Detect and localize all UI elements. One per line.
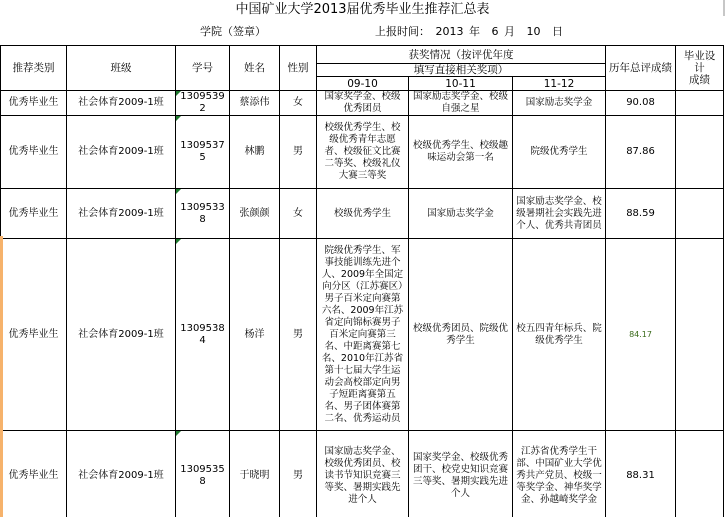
month-unit: 月: [504, 25, 515, 38]
report-date: [375, 21, 565, 43]
cell-score[interactable]: 88.31: [606, 431, 676, 517]
header-total-score[interactable]: 历年总评成绩: [606, 46, 676, 91]
report-time-label: 上报时间：: [375, 25, 430, 38]
cell-student-id[interactable]: 13095338: [176, 189, 230, 239]
cell-score[interactable]: 87.86: [606, 116, 676, 189]
cell-category[interactable]: 优秀毕业生: [1, 116, 67, 189]
cell-class[interactable]: 社会体育2009-1班: [67, 189, 176, 239]
cell-award-1112[interactable]: 校五四青年标兵、院级优秀学生: [513, 239, 606, 431]
report-year: 2013: [435, 25, 464, 38]
cell-name[interactable]: 蔡添伟: [230, 91, 280, 116]
table-row: [1, 189, 724, 239]
cell-award-0910[interactable]: 院级优秀学生、军事技能训练先进个人、2009年全国定向分区（江苏赛区）男子百米定向赛第六名、2009年江苏省定向锦标赛男子百米定向赛第三名、中距离赛第七名、2010年江苏省第十七届大学生运动会高校部定向男子短距离赛第五名、男子团体赛第二名、优秀运动员: [317, 239, 409, 431]
cell-gender[interactable]: 女: [280, 91, 317, 116]
cell-category[interactable]: 优秀毕业生: [1, 189, 67, 239]
cell-thesis[interactable]: [676, 239, 724, 431]
cell-student-id[interactable]: 13095375: [176, 116, 230, 189]
cell-gender[interactable]: 男: [280, 239, 317, 431]
table-row: [1, 91, 724, 116]
sheet-title: 中国矿业大学2013届优秀毕业生推荐汇总表: [235, 2, 490, 17]
cell-score[interactable]: 84.17: [606, 239, 676, 431]
cell-student-id[interactable]: 13095392: [176, 91, 230, 116]
cell-category[interactable]: 优秀毕业生: [1, 91, 67, 116]
cell-award-1011[interactable]: 国家励志奖学金、校级自强之星: [409, 91, 513, 116]
table-row: [1, 431, 724, 517]
header-year-1112[interactable]: 11-12: [513, 77, 606, 91]
cell-thesis[interactable]: [676, 189, 724, 239]
cell-gender[interactable]: 男: [280, 116, 317, 189]
header-year-0910[interactable]: 09-10: [317, 77, 409, 91]
cell-award-0910[interactable]: 校级优秀学生: [317, 189, 409, 239]
cell-score[interactable]: 88.59: [606, 189, 676, 239]
cell-name[interactable]: 张颜颜: [230, 189, 280, 239]
cell-award-0910[interactable]: 国家奖学金、校级优秀团员: [317, 91, 409, 116]
header-awards-line1[interactable]: 获奖情况（按评优年度: [317, 46, 606, 64]
report-day: 10: [526, 25, 541, 38]
cell-class[interactable]: 社会体育2009-1班: [67, 116, 176, 189]
cell-class[interactable]: 社会体育2009-1班: [67, 91, 176, 116]
cell-award-1112[interactable]: 国家励志奖学金: [513, 91, 606, 116]
cell-award-1112[interactable]: 国家励志奖学金、校级暑期社会实践先进个人、优秀共青团员: [513, 189, 606, 239]
header-category[interactable]: 推荐类别: [1, 46, 67, 91]
header-name[interactable]: 姓名: [230, 46, 280, 91]
cell-award-1011[interactable]: 校级优秀学生、校级趣味运动会第一名: [409, 116, 513, 189]
cell-award-1011[interactable]: 国家励志奖学金: [409, 189, 513, 239]
school-seal-label: 学院（签章）: [200, 25, 266, 38]
cell-student-id[interactable]: 13095358: [176, 431, 230, 517]
header-class[interactable]: 班级: [67, 46, 176, 91]
table-row: [1, 116, 724, 189]
year-unit: 年: [469, 25, 480, 38]
day-unit: 日: [552, 25, 563, 38]
cell-gender[interactable]: 男: [280, 431, 317, 517]
cell-thesis[interactable]: [676, 431, 724, 517]
cell-thesis[interactable]: [676, 91, 724, 116]
selection-strip: [0, 236, 3, 517]
cell-category[interactable]: 优秀毕业生: [1, 431, 67, 517]
cell-award-1011[interactable]: 校级优秀团员、院级优秀学生: [409, 239, 513, 431]
cell-thesis[interactable]: [676, 116, 724, 189]
cell-name[interactable]: 杨洋: [230, 239, 280, 431]
recommendation-table: [0, 45, 724, 517]
cell-name[interactable]: 于晓明: [230, 431, 280, 517]
header-student-id[interactable]: 学号: [176, 46, 230, 91]
table-row: [1, 239, 724, 431]
cell-name[interactable]: 林鹏: [230, 116, 280, 189]
cell-score[interactable]: 90.08: [606, 91, 676, 116]
cell-class[interactable]: 社会体育2009-1班: [67, 431, 176, 517]
header-thesis-line2: 成绩: [689, 74, 711, 86]
cell-award-0910[interactable]: 校级优秀学生、校级优秀青年志愿者、校级征文比赛二等奖、校级礼仪大赛三等奖: [317, 116, 409, 189]
cell-class[interactable]: 社会体育2009-1班: [67, 239, 176, 431]
cell-category[interactable]: 优秀毕业生: [1, 239, 67, 431]
header-thesis[interactable]: [676, 46, 724, 91]
cell-award-1112[interactable]: 院级优秀学生: [513, 116, 606, 189]
cell-award-1011[interactable]: 国家奖学金、校级优秀团干、校党史知识竞赛三等奖、暑期实践先进个人: [409, 431, 513, 517]
cell-award-1112[interactable]: 江苏省优秀学生干部、中国矿业大学优秀共产党员、校级一等奖学金、神华奖学金、孙越崎奖学金: [513, 431, 606, 517]
cell-gender[interactable]: 女: [280, 189, 317, 239]
header-gender[interactable]: 性别: [280, 46, 317, 91]
header-year-1011[interactable]: 10-11: [409, 77, 513, 91]
cell-student-id[interactable]: 13095384: [176, 239, 230, 431]
report-month: 6: [491, 25, 499, 38]
header-awards-line2[interactable]: 填写直接相关奖项）: [317, 64, 606, 77]
cell-award-0910[interactable]: 国家励志奖学金、校级优秀团员、校读书节知识竞赛三等奖、暑期实践先进个人: [317, 431, 409, 517]
header-thesis-line1: 毕业设计: [683, 50, 716, 74]
